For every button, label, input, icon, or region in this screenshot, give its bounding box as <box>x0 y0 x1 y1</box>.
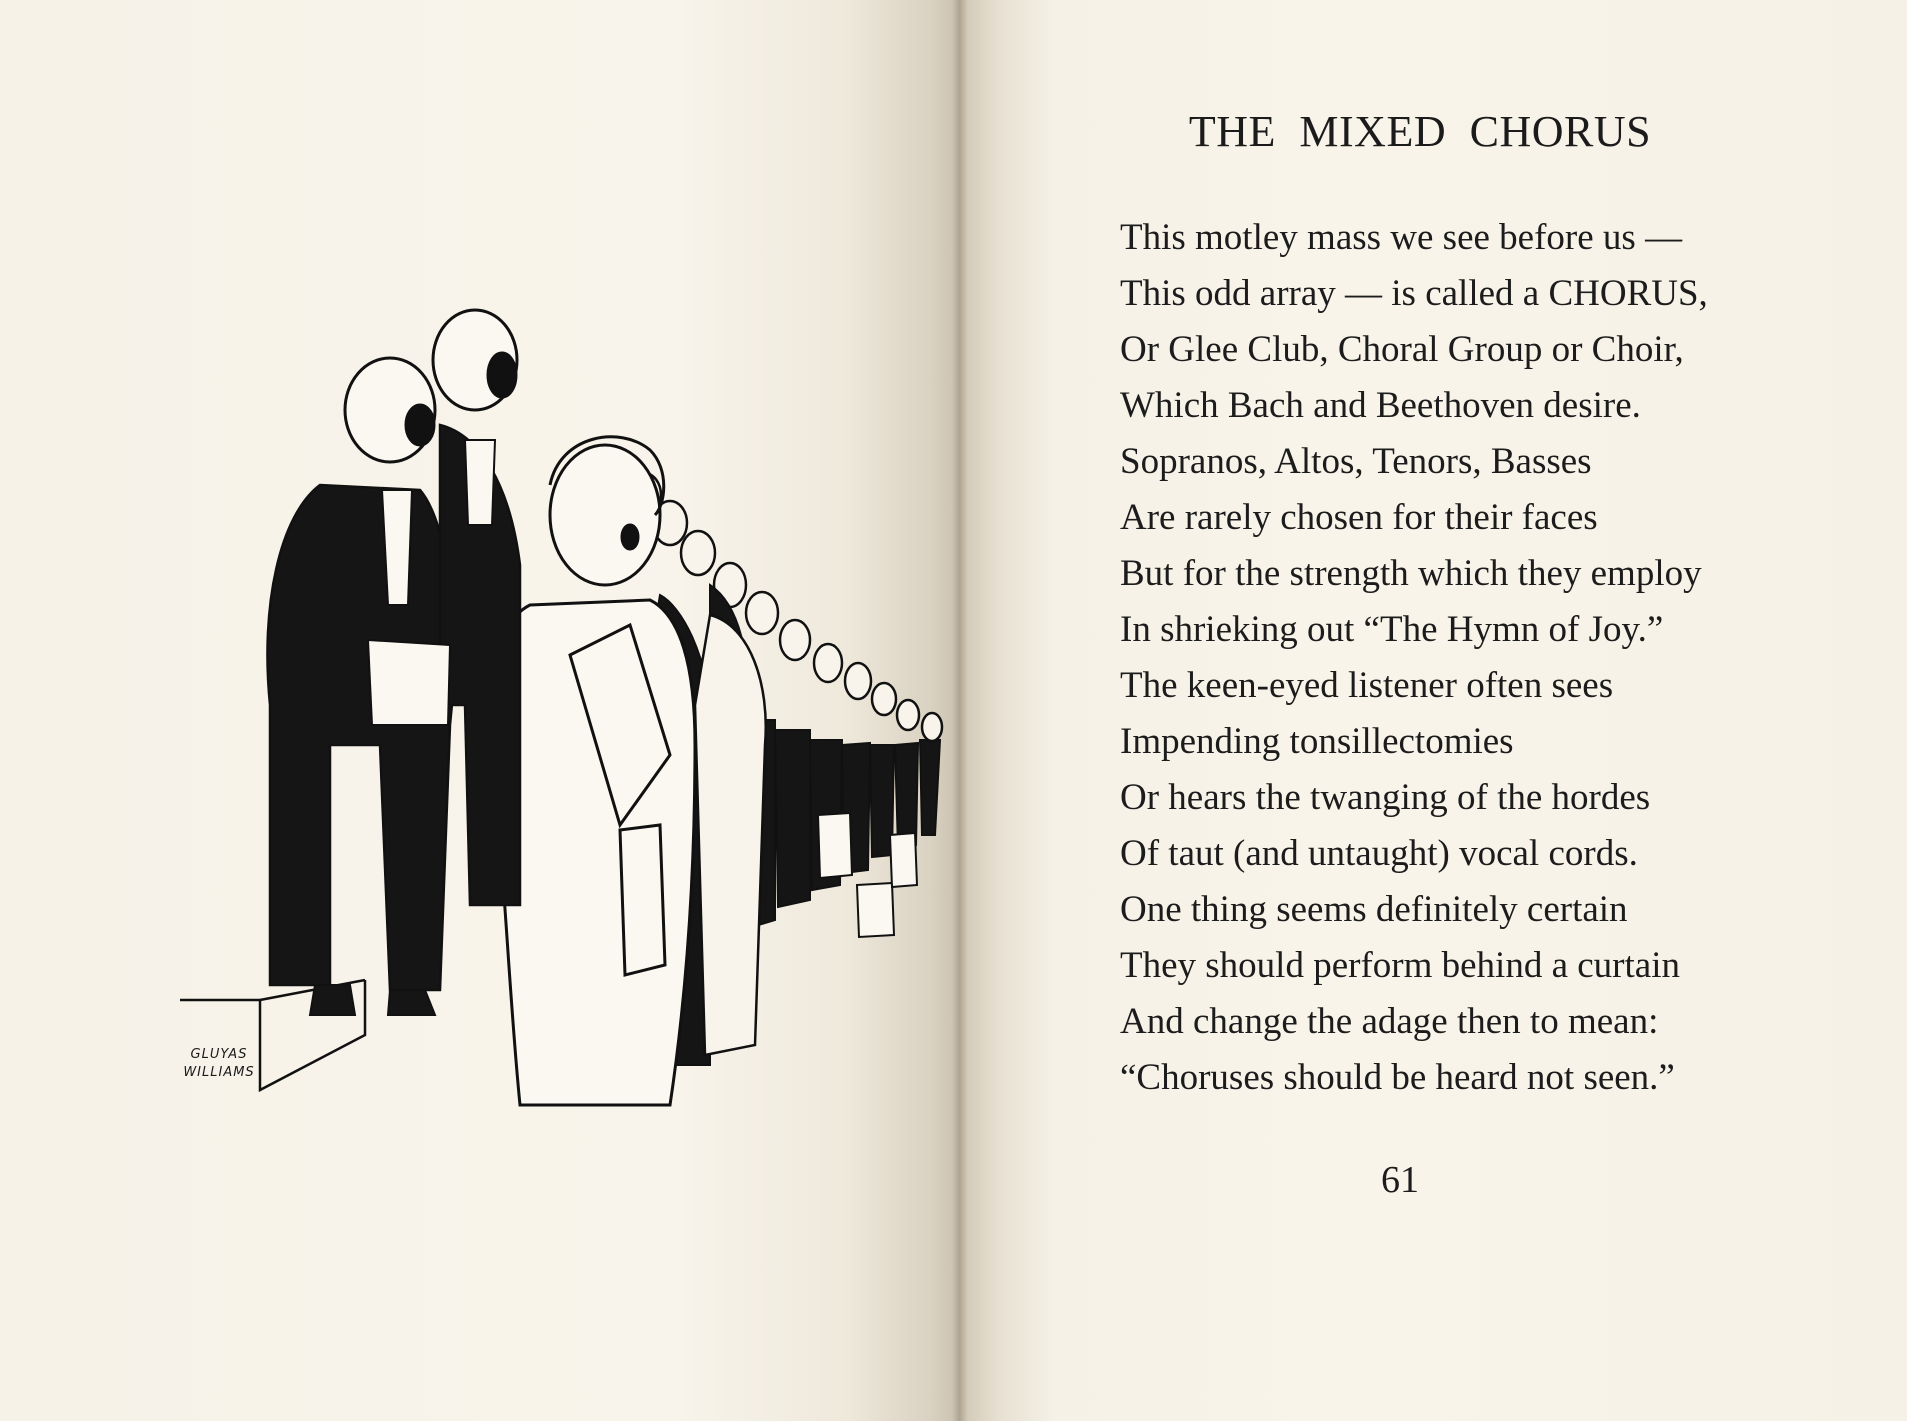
poem-line: Of taut (and untaught) vocal cords. <box>1120 833 1638 874</box>
poem-line: This motley mass we see before us — <box>1120 217 1683 258</box>
poem-line: Or Glee Club, Choral Group or Choir, <box>1120 329 1684 370</box>
choir-illustration <box>150 185 970 1125</box>
poem-line: This odd array — is called a CHORUS, <box>1120 273 1708 314</box>
poem-line: Which Bach and Beethoven desire. <box>1120 385 1641 426</box>
poem-line: Are rarely chosen for their faces <box>1120 497 1598 538</box>
shoes <box>310 985 435 1015</box>
poem-line: Sopranos, Altos, Tenors, Basses <box>1120 441 1592 482</box>
page-number: 61 <box>1381 1159 1419 1201</box>
poem-line: And change the adage then to mean: <box>1120 1001 1659 1042</box>
poem-line: But for the strength which they employ <box>1120 553 1702 594</box>
poem-body <box>1120 210 1760 1106</box>
artist-signature <box>174 1046 264 1082</box>
poem-line: The keen-eyed listener often sees <box>1120 665 1614 706</box>
book-gutter <box>952 0 968 1421</box>
poem-line: Or hears the twanging of the hordes <box>1120 777 1651 818</box>
poem-title: THE MIXED CHORUS <box>1188 107 1652 156</box>
signature-line-2: WILLIAMS <box>183 1065 255 1080</box>
poem-line: One thing seems definitely certain <box>1120 889 1628 930</box>
signature-line-1: GLUYAS <box>190 1047 248 1062</box>
poem-line: They should perform behind a curtain <box>1120 945 1680 986</box>
poem-line: Impending tonsillectomies <box>1120 721 1514 762</box>
poem-line: “Choruses should be heard not seen.” <box>1120 1057 1675 1098</box>
poem-line: In shrieking out “The Hymn of Joy.” <box>1120 609 1664 650</box>
choir-row-middle-gowns <box>695 615 766 1055</box>
